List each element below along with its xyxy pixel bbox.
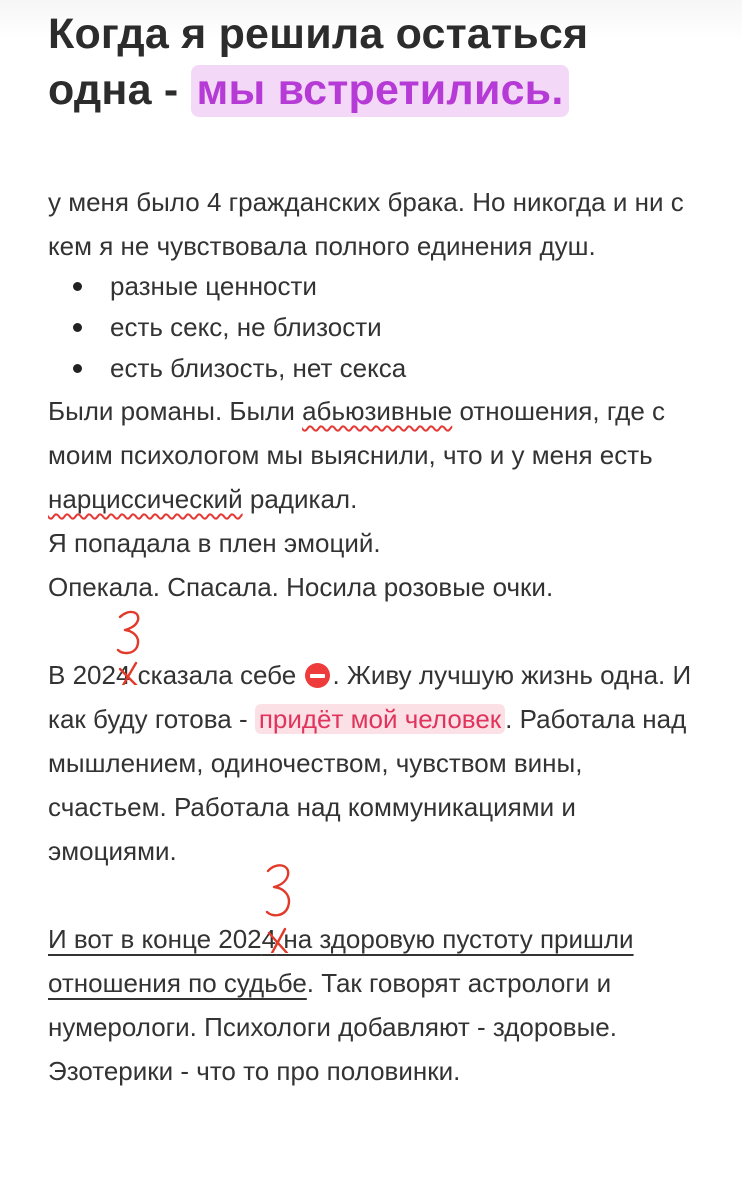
text-run: Были романы. Были xyxy=(48,396,303,426)
underlined-text: на здоровую пустоту пришли отношения по судьбе xyxy=(48,924,634,998)
title-text: Когда я решила остаться одна - xyxy=(48,10,589,114)
care-paragraph: Опекала. Спасала. Носила розовые очки. xyxy=(48,572,554,602)
list-item-text: разные ценности xyxy=(110,271,317,301)
decision-paragraph xyxy=(48,653,708,873)
paragraph-gap xyxy=(48,873,708,917)
underlined-text: И вот в конце 202 xyxy=(48,924,262,954)
spellcheck-word: абьюзивные xyxy=(302,396,453,426)
corrected-digit xyxy=(116,653,130,697)
article-title xyxy=(48,6,698,118)
corrected-digit xyxy=(262,917,276,961)
bullet-icon xyxy=(73,323,82,332)
paragraph-gap xyxy=(48,609,708,653)
list-item-text: есть близость, нет секса xyxy=(110,353,407,383)
article-body xyxy=(48,180,708,1093)
romance-paragraph xyxy=(48,389,708,521)
list-item xyxy=(48,307,708,348)
text-run: . Живу лучшую жизнь одна. И как буду готова - xyxy=(48,660,692,734)
spellcheck-word: нарциссический xyxy=(48,484,243,514)
title-highlight: мы встретились. xyxy=(191,65,570,117)
list-item xyxy=(48,348,708,389)
values-list xyxy=(48,266,708,389)
emotions-paragraph: Я попадала в плен эмоций. xyxy=(48,528,381,558)
intro-paragraph: у меня было 4 гражданских брака. Но никогда и ни с кем я не чувствовала полного единения душ. xyxy=(48,187,684,261)
crossed-digit: 4 xyxy=(115,660,131,690)
bullet-icon xyxy=(73,364,82,373)
text-run: . Так говорят астрологи и нумерологи. Психологи добавляют - здоровые. Эзотерики - что то про половинки. xyxy=(48,968,617,1086)
no-entry-icon xyxy=(305,663,330,688)
crossed-digit: 4 xyxy=(261,924,277,954)
text-run: радикал. xyxy=(242,484,358,514)
bullet-icon xyxy=(73,282,82,291)
list-item-text: есть секс, не близости xyxy=(110,312,382,342)
text-run: . Работала над мышлением, одиночеством, чувством вины, счастьем. Работала над коммуникациями и эмоциями. xyxy=(48,704,687,866)
highlighted-phrase: придёт мой человек xyxy=(255,704,505,734)
list-item xyxy=(48,266,708,307)
text-run: сказала себе xyxy=(130,660,304,690)
relationship-paragraph xyxy=(48,917,708,1093)
text-run: отношения, где с моим психологом мы выяснили, что и у меня есть xyxy=(48,396,666,470)
text-run: В 202 xyxy=(48,660,116,690)
